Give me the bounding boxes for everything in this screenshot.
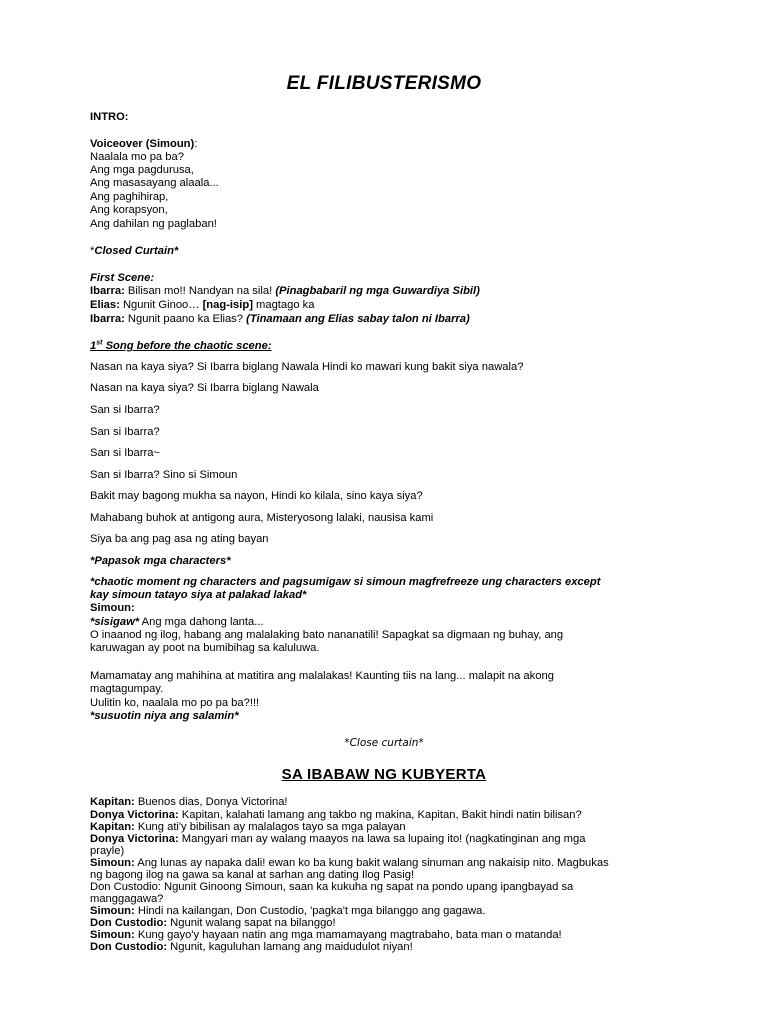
voiceover-heading [90, 138, 197, 151]
dialogue-line [90, 616, 264, 629]
speech-line: Uulitin ko, naalala mo po pa ba?!!! [90, 697, 260, 709]
voiceover-line: Ang korapsyon, [90, 204, 168, 216]
stage-direction: *sisigaw* [90, 616, 140, 628]
stage-direction: kay simoun tatayo siya at palakad lakad* [90, 589, 307, 601]
close-curtain-direction: *Close curtain* [344, 737, 424, 749]
dialogue-line [90, 833, 585, 846]
song-line: San si Ibarra? [90, 426, 160, 438]
stage-direction: *susuotin niya ang salamin* [90, 710, 239, 722]
section-title: SA IBABAW NG KUBYERTA [281, 766, 487, 783]
stage-direction: (Pinagbabaril ng mga Guwardiya Sibil) [275, 285, 480, 297]
voiceover-line: Ang paghihirap, [90, 191, 169, 203]
first-scene-label: First Scene: [90, 272, 155, 284]
song-line: Mahabang buhok at antigong aura, Misteryosong lalaki, nausisa kami [90, 512, 434, 524]
dialogue-line [90, 299, 315, 312]
line-text: Don Custodio: Ngunit Ginoong Simoun, saan ka kukuha ng sapat na pondo upang ipangbayad sa [90, 881, 574, 893]
dialogue-line [90, 796, 288, 809]
line-text: ng bagong ilog na gawa sa kanal at sarhan ang dating Ilog Pasig! [90, 869, 415, 881]
song-line: Nasan na kaya siya? Si Ibarra biglang Nawala Hindi ko mawari kung bakit siya nawala? [90, 361, 524, 373]
closed-curtain-text: Closed Curtain* [94, 245, 179, 257]
line-text: Kung gayo'y hayaan natin ang mga mamamayang magtrabaho, bata man o matanda! [134, 929, 562, 941]
speaker-label: Kapitan: [90, 796, 135, 808]
speaker-label: Ibarra: [90, 313, 125, 325]
song-label: Song before the chaotic scene: [102, 340, 272, 352]
voiceover-line: Ang dahilan ng paglaban! [90, 218, 217, 230]
song-line: San si Ibarra~ [90, 447, 160, 459]
line-text: magtago ka [252, 299, 315, 311]
speaker-label: Don Custodio: [90, 941, 168, 953]
closed-curtain-direction [90, 245, 178, 258]
song-line: San si Ibarra? [90, 404, 160, 416]
stage-direction: *Papasok mga characters* [90, 555, 231, 567]
speech-line: Mamamatay ang mahihina at matitira ang malalakas! Kaunting tiis na lang... malapit na akong [90, 670, 554, 682]
song-line: Bakit may bagong mukha sa nayon, Hindi ko kilala, sino kaya siya? [90, 490, 423, 502]
line-text: Ngunit, kaguluhan lamang ang maidudulot niyan! [167, 941, 413, 953]
line-text: Ang mga dahong lanta... [139, 616, 264, 628]
line-text: manggagawa? [90, 893, 164, 905]
speaker-label: Elias: [90, 299, 120, 311]
dialogue-line [90, 285, 480, 298]
line-text: Mangyari man ay walang maayos na lawa sa lupaing ito! (nagkatinginan ang mga [178, 833, 586, 845]
intro-label: INTRO: [90, 111, 129, 123]
song-line: San si Ibarra? Sino si Simoun [90, 469, 238, 481]
song-number-suffix: st [96, 339, 103, 347]
line-text: Bilisan mo!! Nandyan na sila! [124, 285, 276, 297]
speech-line: karuwagan ay poot na bumibihag sa kaluluwa. [90, 642, 320, 654]
stage-direction: *chaotic moment ng characters and pagsumigaw si simoun magfrefreeze ung characters except [90, 576, 601, 588]
line-text: Ngunit paano ka Elias? [124, 313, 247, 325]
speaker-label: Simoun: [90, 857, 135, 869]
speech-line: O inaanod ng ilog, habang ang malalaking bato nananatili! Sapagkat sa digmaan ng buhay, ang [90, 629, 564, 641]
line-text: Hindi na kailangan, Don Custodio, 'pagka't mga bilanggo ang gagawa. [134, 905, 486, 917]
song-line: Siya ba ang pag asa ng ating bayan [90, 533, 269, 545]
voiceover-line: Ang masasayang alaala... [90, 177, 219, 189]
voiceover-line: Ang mga pagdurusa, [90, 164, 194, 176]
song-number: 1 [90, 340, 97, 352]
dialogue-line [90, 941, 413, 954]
line-text: Ngunit Ginoo… [119, 299, 203, 311]
stage-direction: (Tinamaan ang Elias sabay talon ni Ibarra) [246, 313, 470, 325]
line-text: prayle) [90, 845, 125, 857]
speaker-label: Donya Victorina: [90, 833, 179, 845]
song-heading [90, 340, 272, 353]
speaker-label: Simoun: [90, 929, 135, 941]
closed-curtain-asterisk: * [90, 245, 95, 257]
speaker-label: Simoun: [90, 905, 135, 917]
song-line: Nasan na kaya siya? Si Ibarra biglang Nawala [90, 382, 319, 394]
speaker-label: Kapitan: [90, 821, 135, 833]
line-text: Ngunit walang sapat na bilanggo! [167, 917, 336, 929]
stage-direction: [nag-isip] [202, 299, 253, 311]
voiceover-colon: : [194, 138, 198, 150]
line-text: Kung ati'y bibilisan ay malalagos tayo sa mga palayan [134, 821, 406, 833]
page-title: EL FILIBUSTERISMO [286, 73, 482, 94]
speech-line: magtagumpay. [90, 683, 164, 695]
line-text: Kapitan, kalahati lamang ang takbo ng makina, Kapitan, Bakit hindi natin bilisan? [178, 809, 582, 821]
dialogue-line [90, 313, 470, 326]
speaker-label: Ibarra: [90, 285, 125, 297]
line-text: Buenos dias, Donya Victorina! [134, 796, 288, 808]
voiceover-label: Voiceover (Simoun) [90, 138, 195, 150]
voiceover-line: Naalala mo pa ba? [90, 151, 184, 163]
speaker-label: Don Custodio: [90, 917, 168, 929]
speaker-label: Donya Victorina: [90, 809, 179, 821]
speaker-label: Simoun: [90, 602, 135, 614]
line-text: Ang lunas ay napaka dali! ewan ko ba kung bakit walang sinuman ang nakaisip nito. Magbukas [134, 857, 609, 869]
